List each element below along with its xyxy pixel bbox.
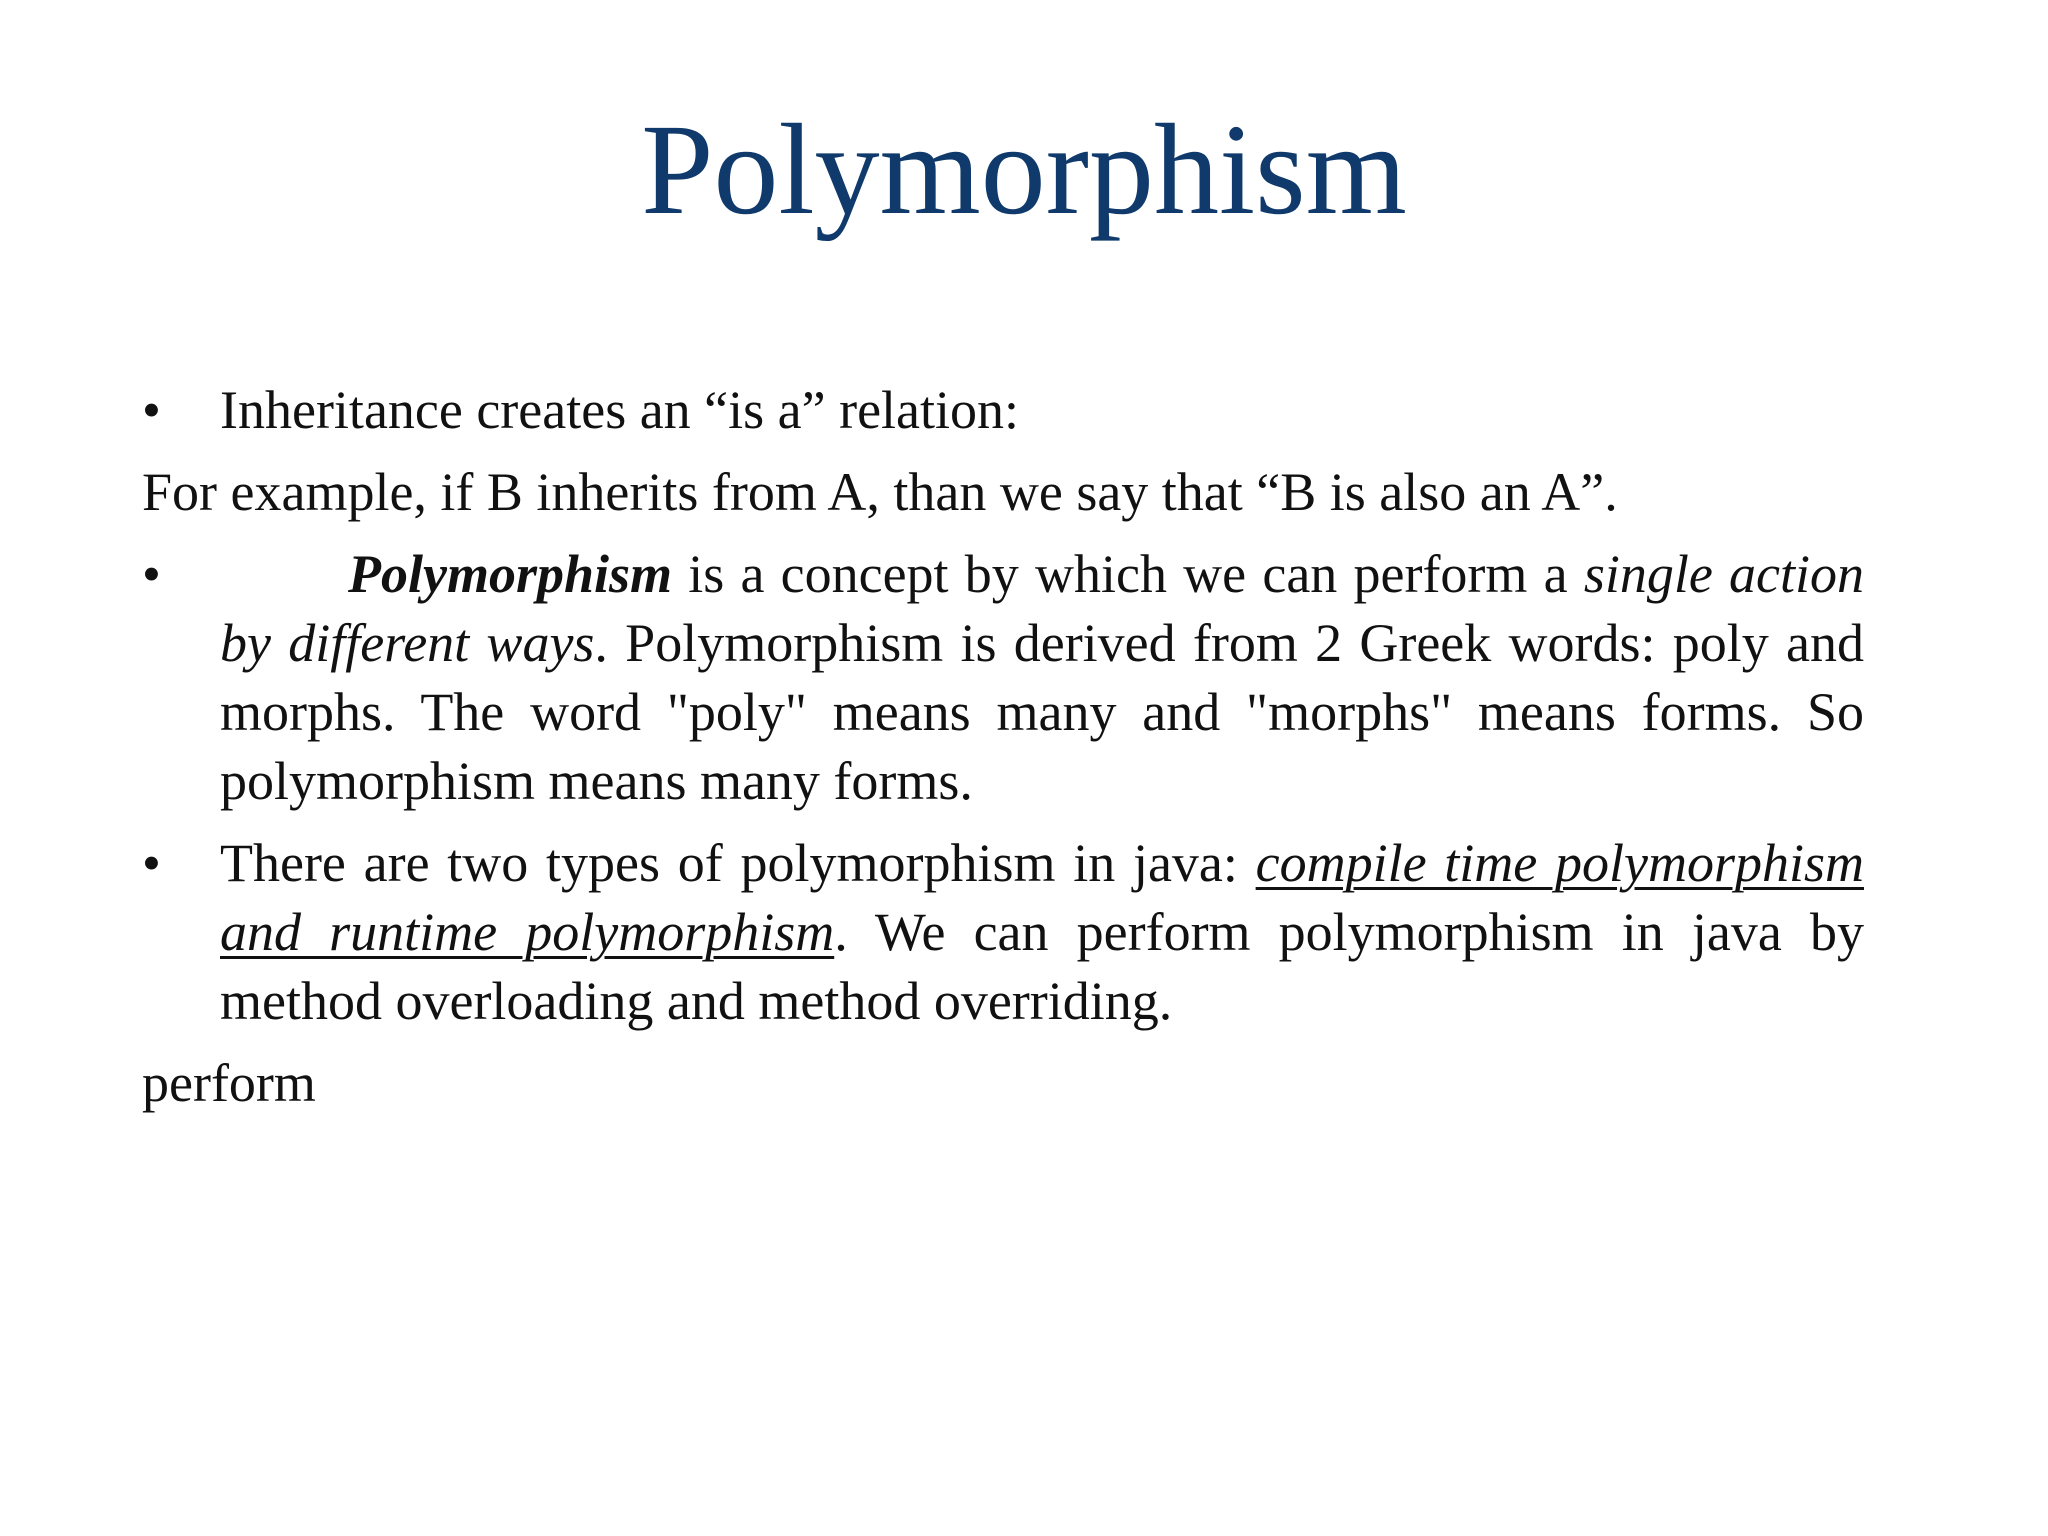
bullet-polymorphism-types <box>142 829 1864 1036</box>
bullet-dot-icon: • <box>142 833 161 893</box>
slide-title: Polymorphism <box>641 98 1407 242</box>
bullet-dot-icon: • <box>142 544 161 604</box>
bullet-inheritance <box>142 376 1864 445</box>
types-text-part2: . We can perform polymorphism in java by method overloading and method overriding. <box>220 902 1864 1031</box>
definition-text-part2: . Polymorphism is derived from 2 Greek words: poly and morphs. The word "poly" means many and "morphs" means forms. So polymorphism means many forms. <box>220 613 1864 811</box>
bullet-dot-icon: • <box>142 380 161 440</box>
types-text-part1: There are two types of polymorphism in java: <box>220 833 1256 893</box>
polymorphism-term: Polymorphism <box>348 544 673 604</box>
definition-emphasis: single action by different ways <box>220 544 1864 673</box>
example-line: For example, if B inherits from A, than we say that “B is also an A”. <box>142 462 1618 522</box>
bullet-inheritance-text: Inheritance creates an “is a” relation: <box>220 380 1020 440</box>
trailing-line: perform <box>142 1053 316 1113</box>
slide-content <box>142 376 1864 1131</box>
bullet-polymorphism-definition <box>142 540 1864 816</box>
definition-text-part1: is a concept by which we can perform a <box>672 544 1584 604</box>
types-emphasis: compile time polymorphism and runtime polymorphism <box>220 833 1864 962</box>
